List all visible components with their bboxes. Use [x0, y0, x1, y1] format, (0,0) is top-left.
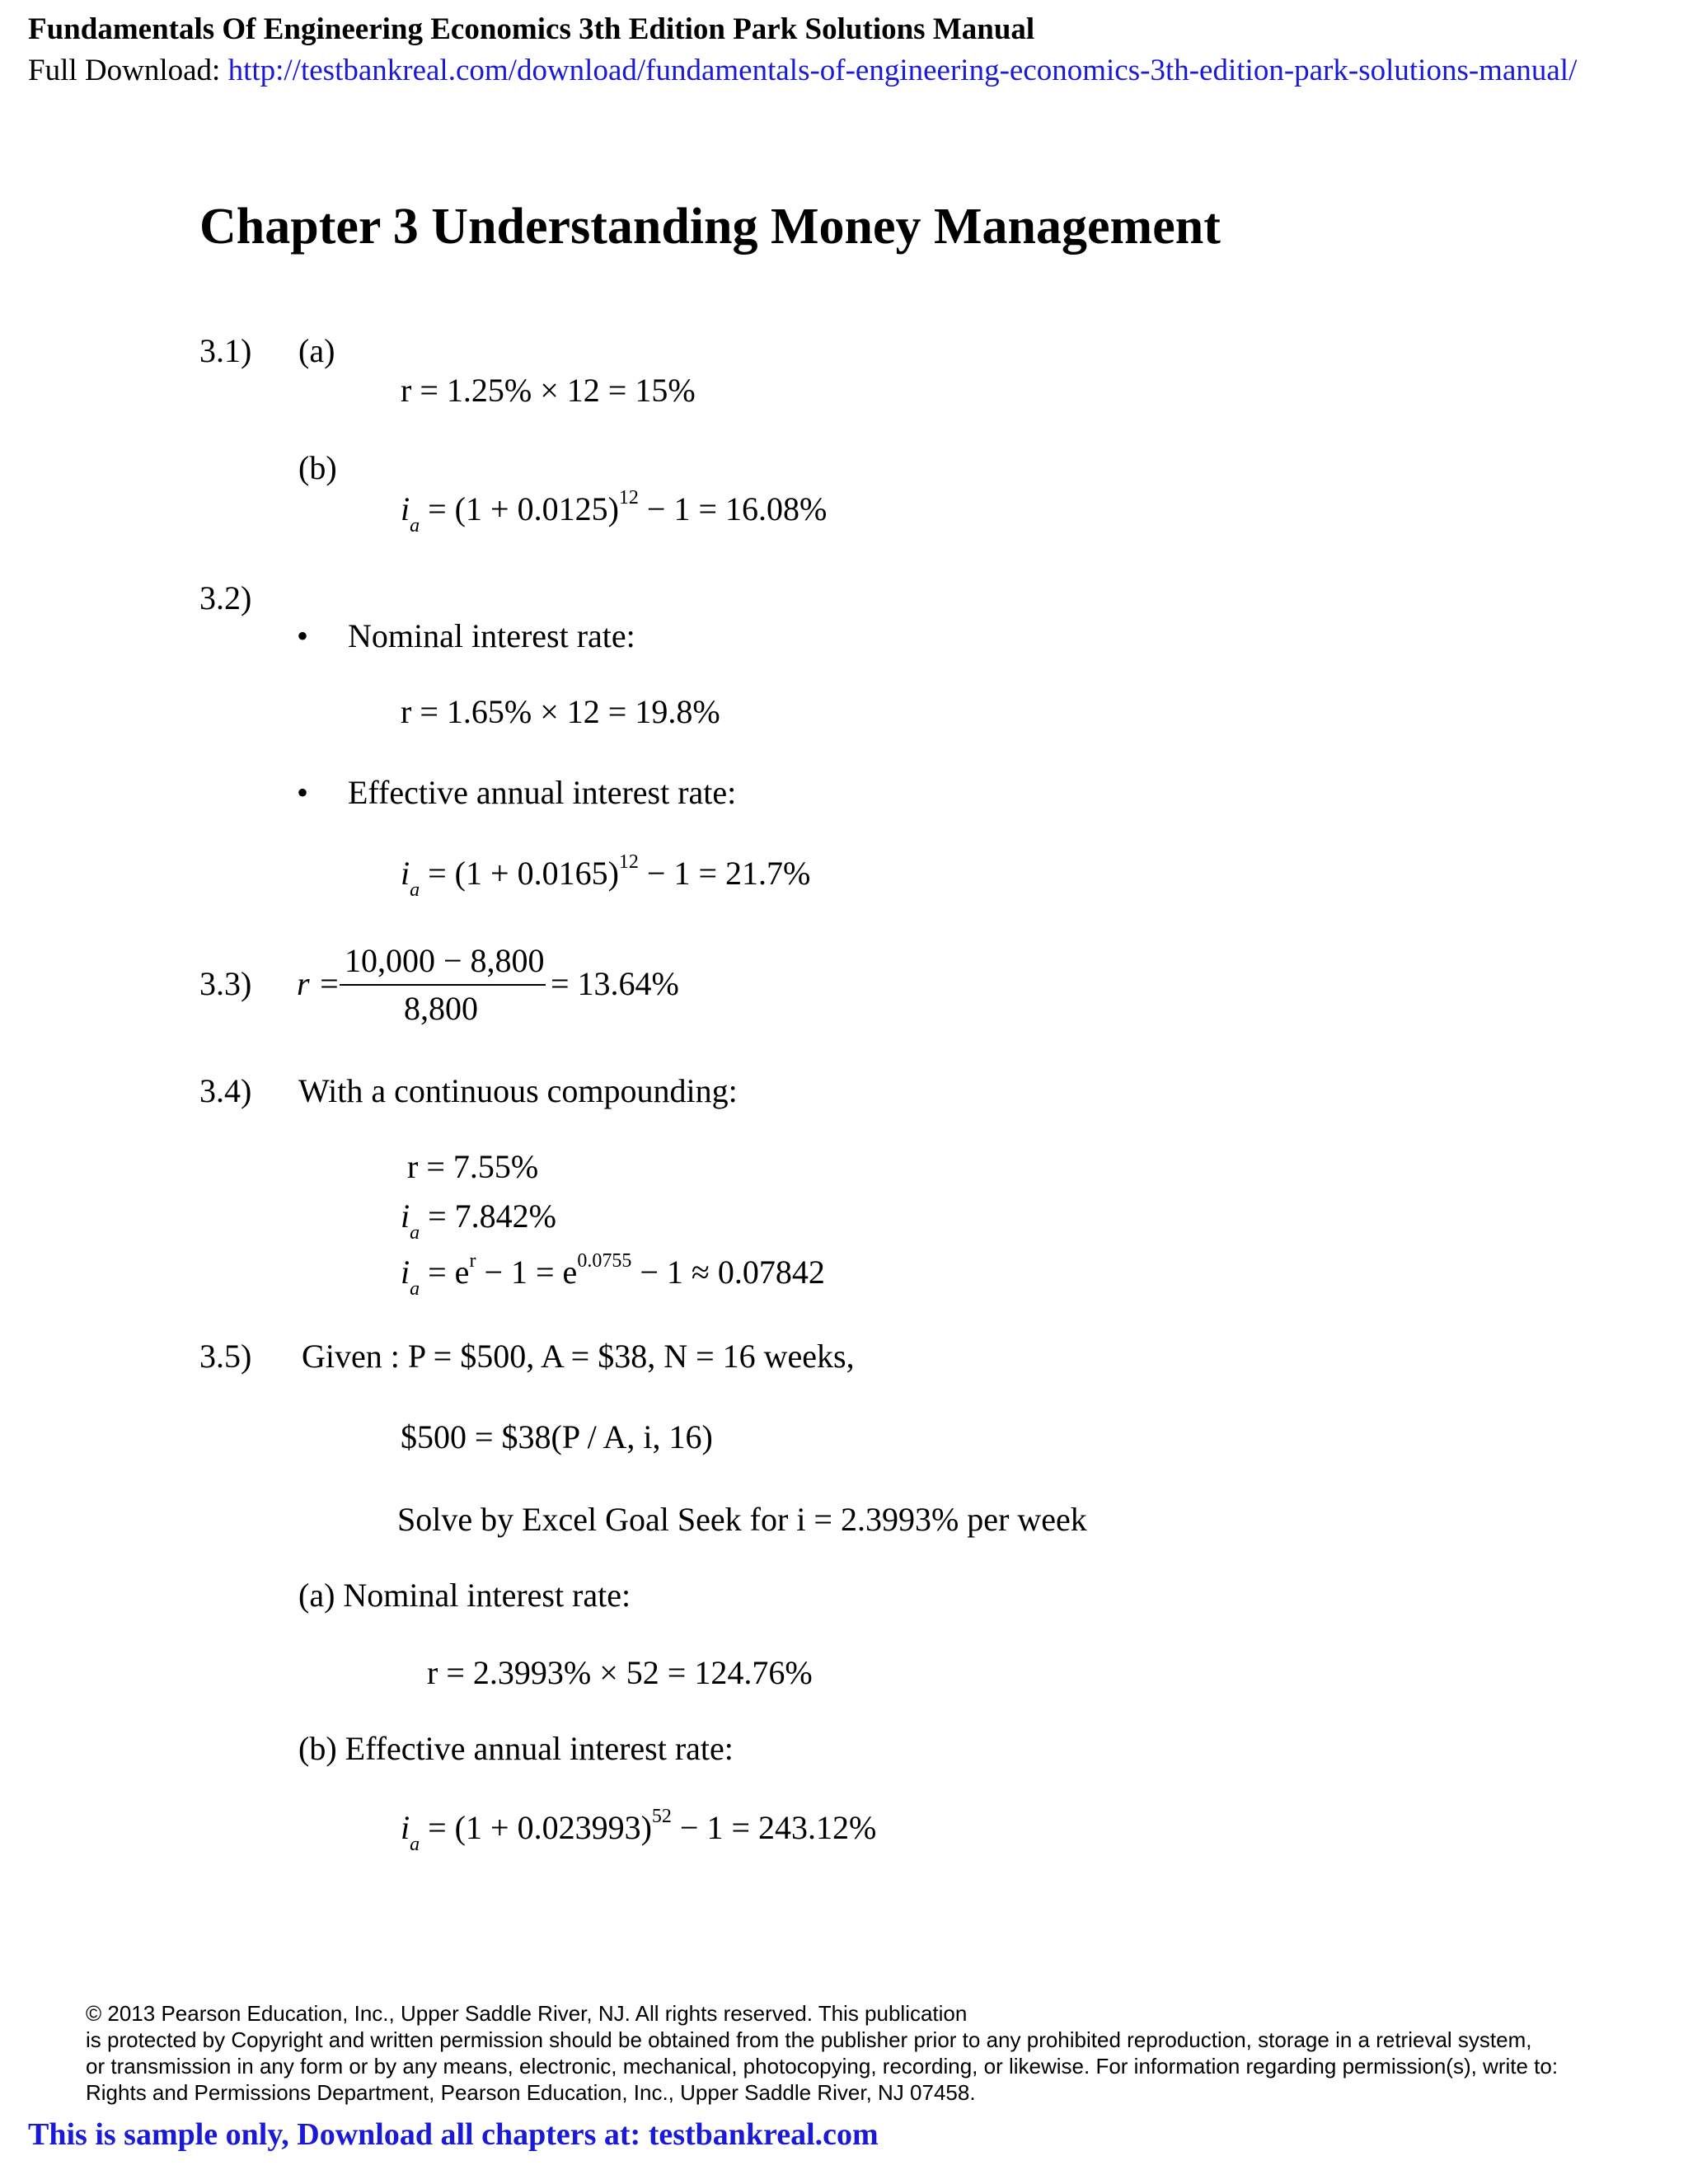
download-line — [28, 53, 1577, 88]
problem-number-3-1: 3.1) — [199, 332, 252, 369]
equation-3-1-b: $i_a = (1 + 0.0125)^{12} - 1 = 16.08\%$ — [401, 487, 828, 537]
part-a-nominal-label: (a) Nominal interest rate: — [298, 1577, 631, 1614]
nominal-rate-label: Nominal interest rate: — [348, 617, 635, 654]
download-link[interactable]: http://testbankreal.com/download/fundamentals-of-engineering-economics-3th-edition-park-solutions-manual/ — [227, 54, 1578, 87]
equation-3-1-a: r = 1.25% × 12 = 15% — [401, 372, 696, 409]
part-b-label: (b) — [298, 449, 337, 486]
equation-3-5-effective: $i_a = (1 + 0.023993)^{52} - 1 = 243.12\%$ — [401, 1806, 877, 1855]
bullet-icon: • — [297, 617, 309, 654]
copyright-line-2: is protected by Copyright and written permission should be obtained from the publisher prior to any prohibited reproduction, storage in a retrieval system, — [86, 2027, 1532, 2052]
effective-rate-label: Effective annual interest rate: — [348, 774, 737, 811]
equation-3-4-exp: $i_a = e^r - 1 = e^{0.0755} - 1 \approx 0.07842$ — [401, 1250, 825, 1300]
given-statement: Given : P = $500, A = $38, N = 16 weeks, — [302, 1338, 855, 1375]
equation-3-4-ia: $i_a = 7.842\%$ — [401, 1197, 557, 1244]
equation-3-5-pv: $500 = $38(P / A, i, 16) — [401, 1418, 713, 1455]
continuous-compounding-label: With a continuous compounding: — [298, 1072, 738, 1109]
copyright-line-4: Rights and Permissions Department, Pearson Education, Inc., Upper Saddle River, NJ 07458. — [86, 2080, 976, 2105]
fraction-bar — [340, 984, 546, 986]
download-label: Full Download: — [28, 54, 228, 87]
copyright-line-3: or transmission in any form or by any means, electronic, mechanical, photocopying, recording, or likewise. For information regarding permission(s), write to: — [86, 2054, 1559, 2079]
equation-3-4-r: r = 7.55% — [407, 1148, 539, 1185]
sample-banner[interactable]: This is sample only, Download all chapters at: testbankreal.com — [28, 2117, 879, 2152]
fraction-rhs: = 13.64% — [551, 965, 679, 1002]
document-header-title: Fundamentals Of Engineering Economics 3th Edition Park Solutions Manual — [28, 12, 1035, 46]
part-a-label: (a) — [298, 332, 335, 369]
copyright-line-1: © 2013 Pearson Education, Inc., Upper Saddle River, NJ. All rights reserved. This publication — [86, 2001, 968, 2026]
part-b-effective-label: (b) Effective annual interest rate: — [298, 1730, 734, 1767]
problem-number-3-2: 3.2) — [199, 579, 252, 616]
equation-3-2-effective: $i_a = (1 + 0.0165)^{12} - 1 = 21.7\%$ — [401, 851, 811, 901]
problem-number-3-4: 3.4) — [199, 1072, 252, 1109]
fraction-numerator: 10,000 − 8,800 — [345, 942, 545, 979]
chapter-title: Chapter 3 Understanding Money Management — [199, 199, 1221, 255]
equation-3-5-nominal: r = 2.3993% × 52 = 124.76% — [427, 1654, 813, 1691]
fraction-lhs: r = — [297, 965, 340, 1002]
problem-number-3-3: 3.3) — [199, 965, 252, 1002]
problem-number-3-5: 3.5) — [199, 1338, 252, 1375]
bullet-icon: • — [297, 774, 309, 811]
goal-seek-solution: Solve by Excel Goal Seek for i = 2.3993% per week — [397, 1501, 1087, 1538]
fraction-denominator: 8,800 — [404, 990, 478, 1027]
equation-3-2-nominal: r = 1.65% × 12 = 19.8% — [401, 693, 720, 730]
